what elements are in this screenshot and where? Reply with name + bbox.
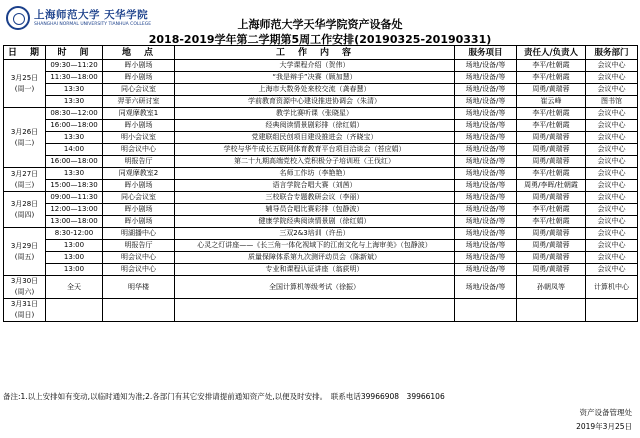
time-cell: 13:00 <box>46 240 103 252</box>
time-cell: 13:00—18:00 <box>46 216 103 228</box>
footer-date: 2019年3月25日 <box>576 422 632 431</box>
place-cell: 明报告厅 <box>103 156 175 168</box>
date-label: 3月27日 <box>10 169 39 178</box>
col-header-place: 地 点 <box>103 46 175 60</box>
time-cell: 08:30—12:00 <box>46 108 103 120</box>
table-row <box>4 216 638 228</box>
weekday-label: (周二) <box>14 138 35 147</box>
col-header-date: 日 期 <box>4 46 46 60</box>
content-cell: 第二十九期高端党校入党积极分子培训班（王伐红） <box>175 156 455 168</box>
service-cell: 场地/设备/等 <box>455 120 517 132</box>
dept-cell: 会议中心 <box>586 120 638 132</box>
table-row <box>4 120 638 132</box>
col-header-content: 工 作 内 容 <box>175 46 455 60</box>
date-cell <box>4 276 46 299</box>
logo-name-cn: 上海师范大学 天华学院 <box>34 9 149 21</box>
weekday-label: (周一) <box>14 84 35 93</box>
place-cell: 晖小剧场 <box>103 216 175 228</box>
date-cell <box>4 108 46 168</box>
dept-cell: 会议中心 <box>586 180 638 192</box>
table-row <box>4 204 638 216</box>
date-label: 3月26日 <box>10 127 39 136</box>
dept-cell: 会议中心 <box>586 228 638 240</box>
col-header-service: 服务项目 <box>455 46 517 60</box>
place-cell: 明小会议室 <box>103 132 175 144</box>
person-cell: 李平/杜朝霞 <box>517 120 586 132</box>
time-cell: 09:30—11:20 <box>46 60 103 72</box>
table-row <box>4 192 638 204</box>
page-title: 上海师范大学天华学院资产设备处 <box>237 18 403 31</box>
table-row <box>4 108 638 120</box>
dept-cell <box>586 299 638 322</box>
table-row <box>4 264 638 276</box>
place-cell: 明华楼 <box>103 276 175 299</box>
person-cell: 李平/杜朝霞 <box>517 216 586 228</box>
service-cell: 场地/设备/等 <box>455 252 517 264</box>
time-cell: 09:00—11:30 <box>46 192 103 204</box>
content-cell: 党建联组民创项目建设推进会（齐晓宝） <box>175 132 455 144</box>
dept-cell: 会议中心 <box>586 204 638 216</box>
schedule-table <box>3 45 638 322</box>
dept-cell: 会议中心 <box>586 84 638 96</box>
table-row <box>4 299 638 322</box>
place-cell: 晖小剧场 <box>103 60 175 72</box>
person-cell <box>517 299 586 322</box>
table-row <box>4 132 638 144</box>
dept-cell: 会议中心 <box>586 72 638 84</box>
dept-cell: 会议中心 <box>586 252 638 264</box>
dept-cell: 会议中心 <box>586 60 638 72</box>
time-cell: 8:30-12:00 <box>46 228 103 240</box>
service-cell: 场地/设备/等 <box>455 228 517 240</box>
dept-cell: 会议中心 <box>586 144 638 156</box>
footer-org: 资产设备管理处 <box>579 408 632 417</box>
content-cell: 语言学院合唱大赛（刘茜） <box>175 180 455 192</box>
time-cell: 13:30 <box>46 168 103 180</box>
dept-cell: 会议中心 <box>586 192 638 204</box>
table-row <box>4 252 638 264</box>
dept-cell: 会议中心 <box>586 132 638 144</box>
table-row <box>4 96 638 108</box>
place-cell: 明会议中心 <box>103 144 175 156</box>
person-cell: 李平/杜朝霞 <box>517 108 586 120</box>
table-row <box>4 240 638 252</box>
dept-cell: 会议中心 <box>586 216 638 228</box>
service-cell: 场地/设备/等 <box>455 240 517 252</box>
place-cell: 明报告厅 <box>103 240 175 252</box>
content-cell: 学前教育资源中心建设推进协调会（朱清） <box>175 96 455 108</box>
service-cell: 场地/设备/等 <box>455 192 517 204</box>
col-header-person: 责任人/负责人 <box>517 46 586 60</box>
person-cell: 周勇/黄瑞蓉 <box>517 84 586 96</box>
weekday-label: (周四) <box>14 210 35 219</box>
table-row <box>4 228 638 240</box>
weekday-label: (周五) <box>14 252 35 261</box>
place-cell: 同心会议室 <box>103 192 175 204</box>
person-cell: 周勇/黄瑞蓉 <box>517 156 586 168</box>
time-cell: 15:00—18:30 <box>46 180 103 192</box>
place-cell: 同观摩教室2 <box>103 168 175 180</box>
date-label: 3月25日 <box>10 73 39 82</box>
person-cell: 李平/杜朝霞 <box>517 204 586 216</box>
service-cell: 场地/设备/等 <box>455 96 517 108</box>
service-cell: 场地/设备/等 <box>455 264 517 276</box>
logo-name-en: SHANGHAI NORMAL UNIVERSITY TIANHUA COLLEGE <box>34 22 152 27</box>
place-cell <box>103 299 175 322</box>
content-cell: 质量保障体系第九次测评动员会（陈新斌） <box>175 252 455 264</box>
dept-cell: 会议中心 <box>586 264 638 276</box>
time-cell: 13:00 <box>46 264 103 276</box>
service-cell: 场地/设备/等 <box>455 156 517 168</box>
dept-cell: 会议中心 <box>586 240 638 252</box>
person-cell: 李平/杜朝霞 <box>517 72 586 84</box>
content-cell <box>175 299 455 322</box>
weekday-label: (周六) <box>14 288 35 296</box>
content-cell: 健康学院经典阅读情景剧（徐红娟） <box>175 216 455 228</box>
time-cell: 全天 <box>46 276 103 299</box>
content-cell: 经典阅读情景剧彩排（徐红娟） <box>175 120 455 132</box>
person-cell: 周勇/黄瑞蓉 <box>517 144 586 156</box>
service-cell: 场地/设备/等 <box>455 84 517 96</box>
service-cell: 场地/设备/等 <box>455 108 517 120</box>
service-cell: 场地/设备/等 <box>455 204 517 216</box>
col-header-dept: 服务部门 <box>586 46 638 60</box>
content-cell: 名师工作坊（李艳艳） <box>175 168 455 180</box>
place-cell: 晖小剧场 <box>103 180 175 192</box>
weekday-label: (周三) <box>14 180 35 189</box>
col-header-time: 时 间 <box>46 46 103 60</box>
remarks-note: 备注:1.以上安排如有变动,以临时通知为准;2.各部门有其它安排请提前通知资产处,以便及时安排。 联系电话39966908 39966106 <box>3 392 445 401</box>
date-cell <box>4 228 46 276</box>
content-cell: 上海市大数务处来校交流（龚春慧） <box>175 84 455 96</box>
place-cell: 晖小剧场 <box>103 204 175 216</box>
content-cell: 大学课程介绍（贺伟） <box>175 60 455 72</box>
content-cell: 辅导员合唱比赛彩排（包静波） <box>175 204 455 216</box>
person-cell: 崔云峰 <box>517 96 586 108</box>
person-cell: 孙朝凤等 <box>517 276 586 299</box>
table-row <box>4 156 638 168</box>
person-cell: 李平/杜朝霞 <box>517 168 586 180</box>
service-cell: 场地/设备/等 <box>455 132 517 144</box>
place-cell: 明会议中心 <box>103 264 175 276</box>
service-cell: 场地/设备/等 <box>455 276 517 299</box>
time-cell <box>46 299 103 322</box>
time-cell: 12:00—13:00 <box>46 204 103 216</box>
content-cell: 三双2&3培训（许岳） <box>175 228 455 240</box>
dept-cell: 会议中心 <box>586 168 638 180</box>
time-cell: 14:00 <box>46 144 103 156</box>
date-label: 3月29日 <box>10 241 39 250</box>
table-row <box>4 144 638 156</box>
table-row <box>4 72 638 84</box>
content-cell: “我是辩手”决赛（顾加慧） <box>175 72 455 84</box>
date-cell <box>4 299 46 322</box>
table-row <box>4 168 638 180</box>
dept-cell: 图书馆 <box>586 96 638 108</box>
time-cell: 11:30—18:00 <box>46 72 103 84</box>
service-cell <box>455 299 517 322</box>
weekday-label: (周日) <box>14 311 35 319</box>
person-cell: 周勇/黄瑞蓉 <box>517 228 586 240</box>
dept-cell: 会议中心 <box>586 108 638 120</box>
place-cell: 晖小剧场 <box>103 120 175 132</box>
time-cell: 16:00—18:00 <box>46 156 103 168</box>
time-cell: 16:00—18:00 <box>46 120 103 132</box>
time-cell: 13:30 <box>46 132 103 144</box>
person-cell: 周勇/李晖/杜朝霞 <box>517 180 586 192</box>
content-cell: 专业和课程认证讲座（翁荻明） <box>175 264 455 276</box>
place-cell: 同心会议室 <box>103 84 175 96</box>
place-cell: 同观摩教室1 <box>103 108 175 120</box>
date-label: 3月28日 <box>10 199 39 208</box>
dept-cell: 会议中心 <box>586 156 638 168</box>
content-cell: 教学比赛听课（张晓星） <box>175 108 455 120</box>
service-cell: 场地/设备/等 <box>455 180 517 192</box>
service-cell: 场地/设备/等 <box>455 72 517 84</box>
person-cell: 周勇/黄瑞蓉 <box>517 192 586 204</box>
service-cell: 场地/设备/等 <box>455 168 517 180</box>
table-header-row <box>4 46 638 60</box>
time-cell: 13:30 <box>46 96 103 108</box>
person-cell: 李平/杜朝霞 <box>517 60 586 72</box>
date-label: 3月31日 <box>10 300 39 308</box>
date-cell <box>4 60 46 108</box>
time-cell: 13:30 <box>46 84 103 96</box>
person-cell: 周勇/黄瑞蓉 <box>517 264 586 276</box>
person-cell: 周勇/黄瑞蓉 <box>517 252 586 264</box>
page-subtitle: 2018-2019学年第二学期第5周工作安排(20190325-20190331) <box>148 33 492 46</box>
person-cell: 周勇/黄瑞蓉 <box>517 240 586 252</box>
content-cell: 三校联合专题教研会议（李丽） <box>175 192 455 204</box>
date-cell <box>4 192 46 228</box>
table-row <box>4 180 638 192</box>
place-cell: 晖小剧场 <box>103 72 175 84</box>
place-cell: 明会议中心 <box>103 252 175 264</box>
service-cell: 场地/设备/等 <box>455 144 517 156</box>
date-label: 3月30日 <box>10 277 39 285</box>
place-cell: 羿菲六研讨室 <box>103 96 175 108</box>
service-cell: 场地/设备/等 <box>455 60 517 72</box>
place-cell: 明湖播中心 <box>103 228 175 240</box>
table-row <box>4 276 638 299</box>
dept-cell: 计算机中心 <box>586 276 638 299</box>
person-cell: 周勇/黄瑞蓉 <box>517 132 586 144</box>
content-cell: 学校与华牛成长五联网体育教育平台项目洽谈会（苔应娟） <box>175 144 455 156</box>
table-row <box>4 60 638 72</box>
service-cell: 场地/设备/等 <box>455 216 517 228</box>
content-cell: 全国计算机等级考试（徐振） <box>175 276 455 299</box>
time-cell: 13:00 <box>46 252 103 264</box>
date-cell <box>4 168 46 192</box>
content-cell: 心灵之灯讲座——《长三角一体化视域下的江南文化与上海审美》（包静波） <box>175 240 455 252</box>
table-row <box>4 84 638 96</box>
